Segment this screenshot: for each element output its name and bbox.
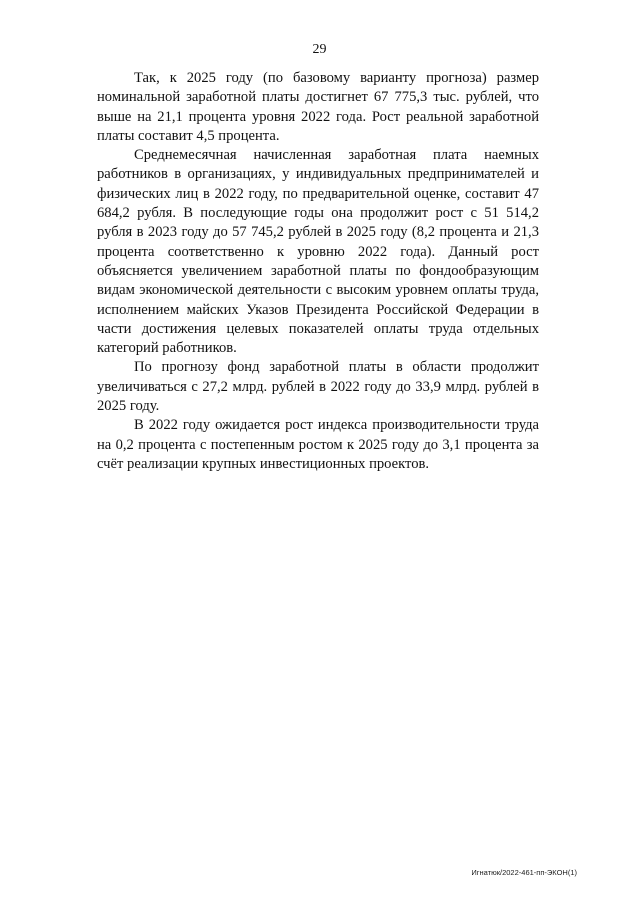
document-body xyxy=(97,69,539,474)
paragraph-labor-productivity: В 2022 году ожидается рост индекса производительности труда на 0,2 процента с постепенным ростом к 2025 году до 3,1 процента за счёт реализации крупных инвестиционных проектов. xyxy=(97,417,539,472)
paragraph-wage-fund: По прогнозу фонд заработной платы в области продолжит увеличиваться с 27,2 млрд. рублей в 2022 году до 33,9 млрд. рублей в 2025 году. xyxy=(97,359,539,415)
paragraph-average-monthly-wage: Среднемесячная начисленная заработная плата наемных работников в организациях, у индивидуальных предпринимателей и физических лиц в 2022 году, по предварительной оценке, составит 47 684,2 рубля. В последующие годы она продолжит рост с 51 514,2 рубля в 2023 году до 57 745,2 рублей в 2025 году (8,2 процента и 21,3 процента соответственно к уровню 2022 года). Данный рост объясняется увеличением заработной платы по фондообразующим видам экономической деятельности с высоким уровнем оплаты труда, исполнением майских Указов Президента Российской Федерации в части достижения целевых показателей оплаты труда отдельных категорий работников. xyxy=(97,147,539,357)
page-number: 29 xyxy=(312,42,327,57)
paragraph-nominal-wage: Так, к 2025 году (по базовому варианту прогноза) размер номинальной заработной платы достигнет 67 775,3 тыс. рублей, что выше на 21,1 процента уровня 2022 года. Рост реальной заработной платы составит 4,5 процента. xyxy=(97,70,539,144)
footer-document-code: Игнатюк/2022-461-пп-ЭКОН(1) xyxy=(471,868,577,877)
